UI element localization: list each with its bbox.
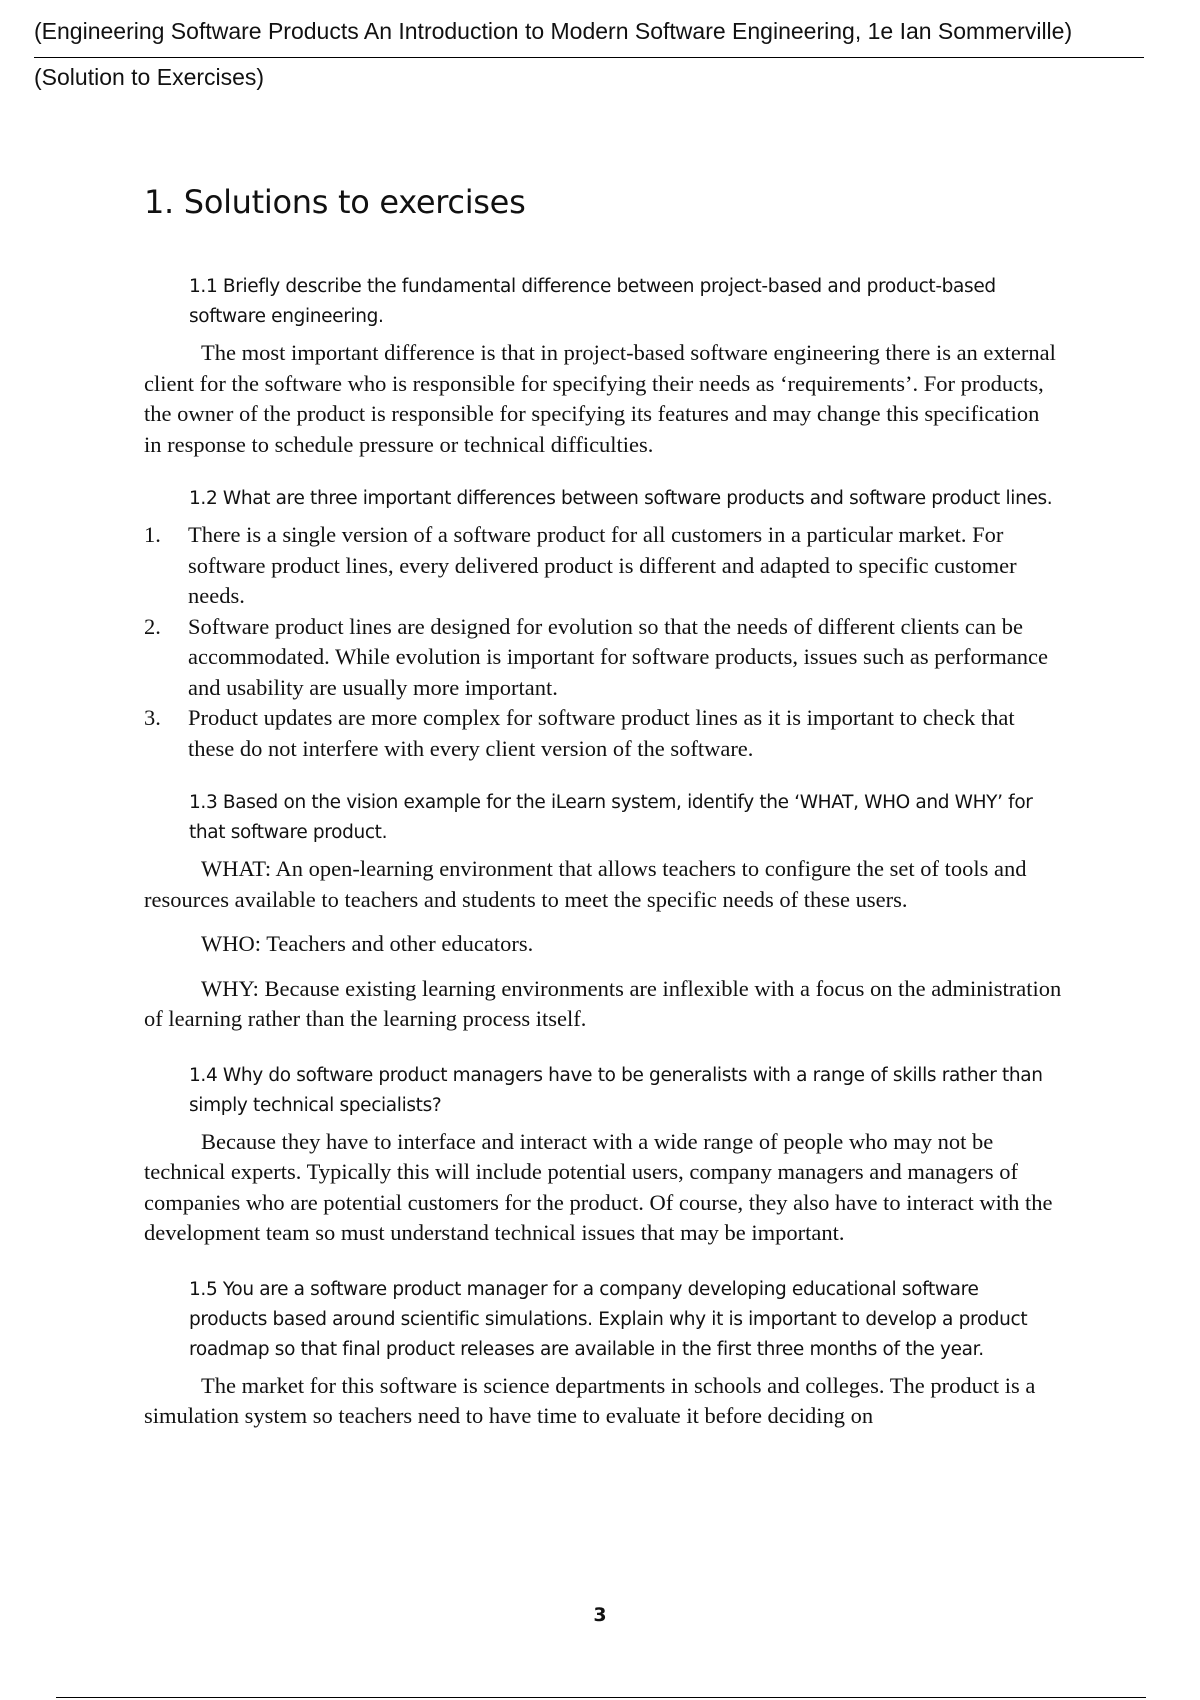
exercise-answer: Because they have to interface and interact with a wide range of people who may not be technical experts. Typically this will include potential users, company managers and managers of companies who are potential customers for the product. Of course, they also have to interact with the development team so must understand technical issues that may be important. <box>144 1128 1053 1245</box>
running-header-title: (Engineering Software Products An Introduction to Modern Software Engineering, 1e Ian Sommerville) <box>34 18 1073 44</box>
list-item-text: Software product lines are designed for evolution so that the needs of different clients can be accommodated. While evolution is important for software products, issues such as performance and usability are usually more important. <box>188 613 1048 700</box>
list-item <box>144 520 1062 612</box>
exercise-1-3 <box>144 788 1062 1035</box>
page-number: 3 <box>593 1604 607 1626</box>
running-header-subtitle: (Solution to Exercises) <box>34 64 265 90</box>
chapter-title: 1. Solutions to exercises <box>144 183 526 221</box>
list-item-number: 3. <box>144 705 161 730</box>
answer-who: WHO: Teachers and other educators. <box>201 931 534 956</box>
exercise-answer: The market for this software is science departments in schools and colleges. The product is a simulation system so teachers need to have time to evaluate it before deciding on <box>144 1372 1036 1428</box>
exercise-1-4 <box>144 1061 1062 1249</box>
exercise-question: 1.4 Why do software product managers have to be generalists with a range of skills rather than simply technical specialists? <box>189 1064 1043 1116</box>
answer-what: WHAT: An open-learning environment that allows teachers to configure the set of tools and resources available to teachers and students to meet the specific needs of these users. <box>144 856 1027 912</box>
document-body <box>144 272 1062 1432</box>
exercise-question: 1.2 What are three important differences between software products and software product lines. <box>189 488 1053 509</box>
exercise-1-5 <box>144 1275 1062 1432</box>
header-divider <box>34 57 1144 58</box>
exercise-question: 1.5 You are a software product manager for a company developing educational software products based around scientific simulations. Explain why it is important to develop a product roadmap so that final product releases are available in the first three months of the year. <box>189 1278 1028 1360</box>
list-item-text: Product updates are more complex for software product lines as it is important to check that these do not interfere with every client version of the software. <box>188 705 1015 761</box>
exercise-question: 1.3 Based on the vision example for the iLearn system, identify the ‘WHAT, WHO and WHY’ for that software product. <box>189 792 1033 843</box>
answer-numbered-list <box>144 520 1062 764</box>
list-item-number: 2. <box>144 613 161 639</box>
footer-divider <box>56 1697 1146 1698</box>
exercise-answer: The most important difference is that in project-based software engineering there is an external client for the software who is responsible for specifying their needs as ‘requirements’. For products, the owner of the product is responsible for specifying its features and may change this specification in response to schedule pressure or technical difficulties. <box>144 340 1056 457</box>
exercise-question: 1.1 Briefly describe the fundamental difference between project-based and product-based software engineering. <box>189 276 996 327</box>
exercise-1-2 <box>144 484 1062 764</box>
list-item-number: 1. <box>144 522 161 547</box>
list-item <box>144 703 1062 764</box>
list-item <box>144 612 1062 704</box>
list-item-text: There is a single version of a software product for all customers in a particular market. For software product lines, every delivered product is different and adapted to specific customer needs. <box>188 522 1017 608</box>
exercise-1-1 <box>144 272 1062 460</box>
answer-why: WHY: Because existing learning environments are inflexible with a focus on the administration of learning rather than the learning process itself. <box>144 975 1062 1031</box>
